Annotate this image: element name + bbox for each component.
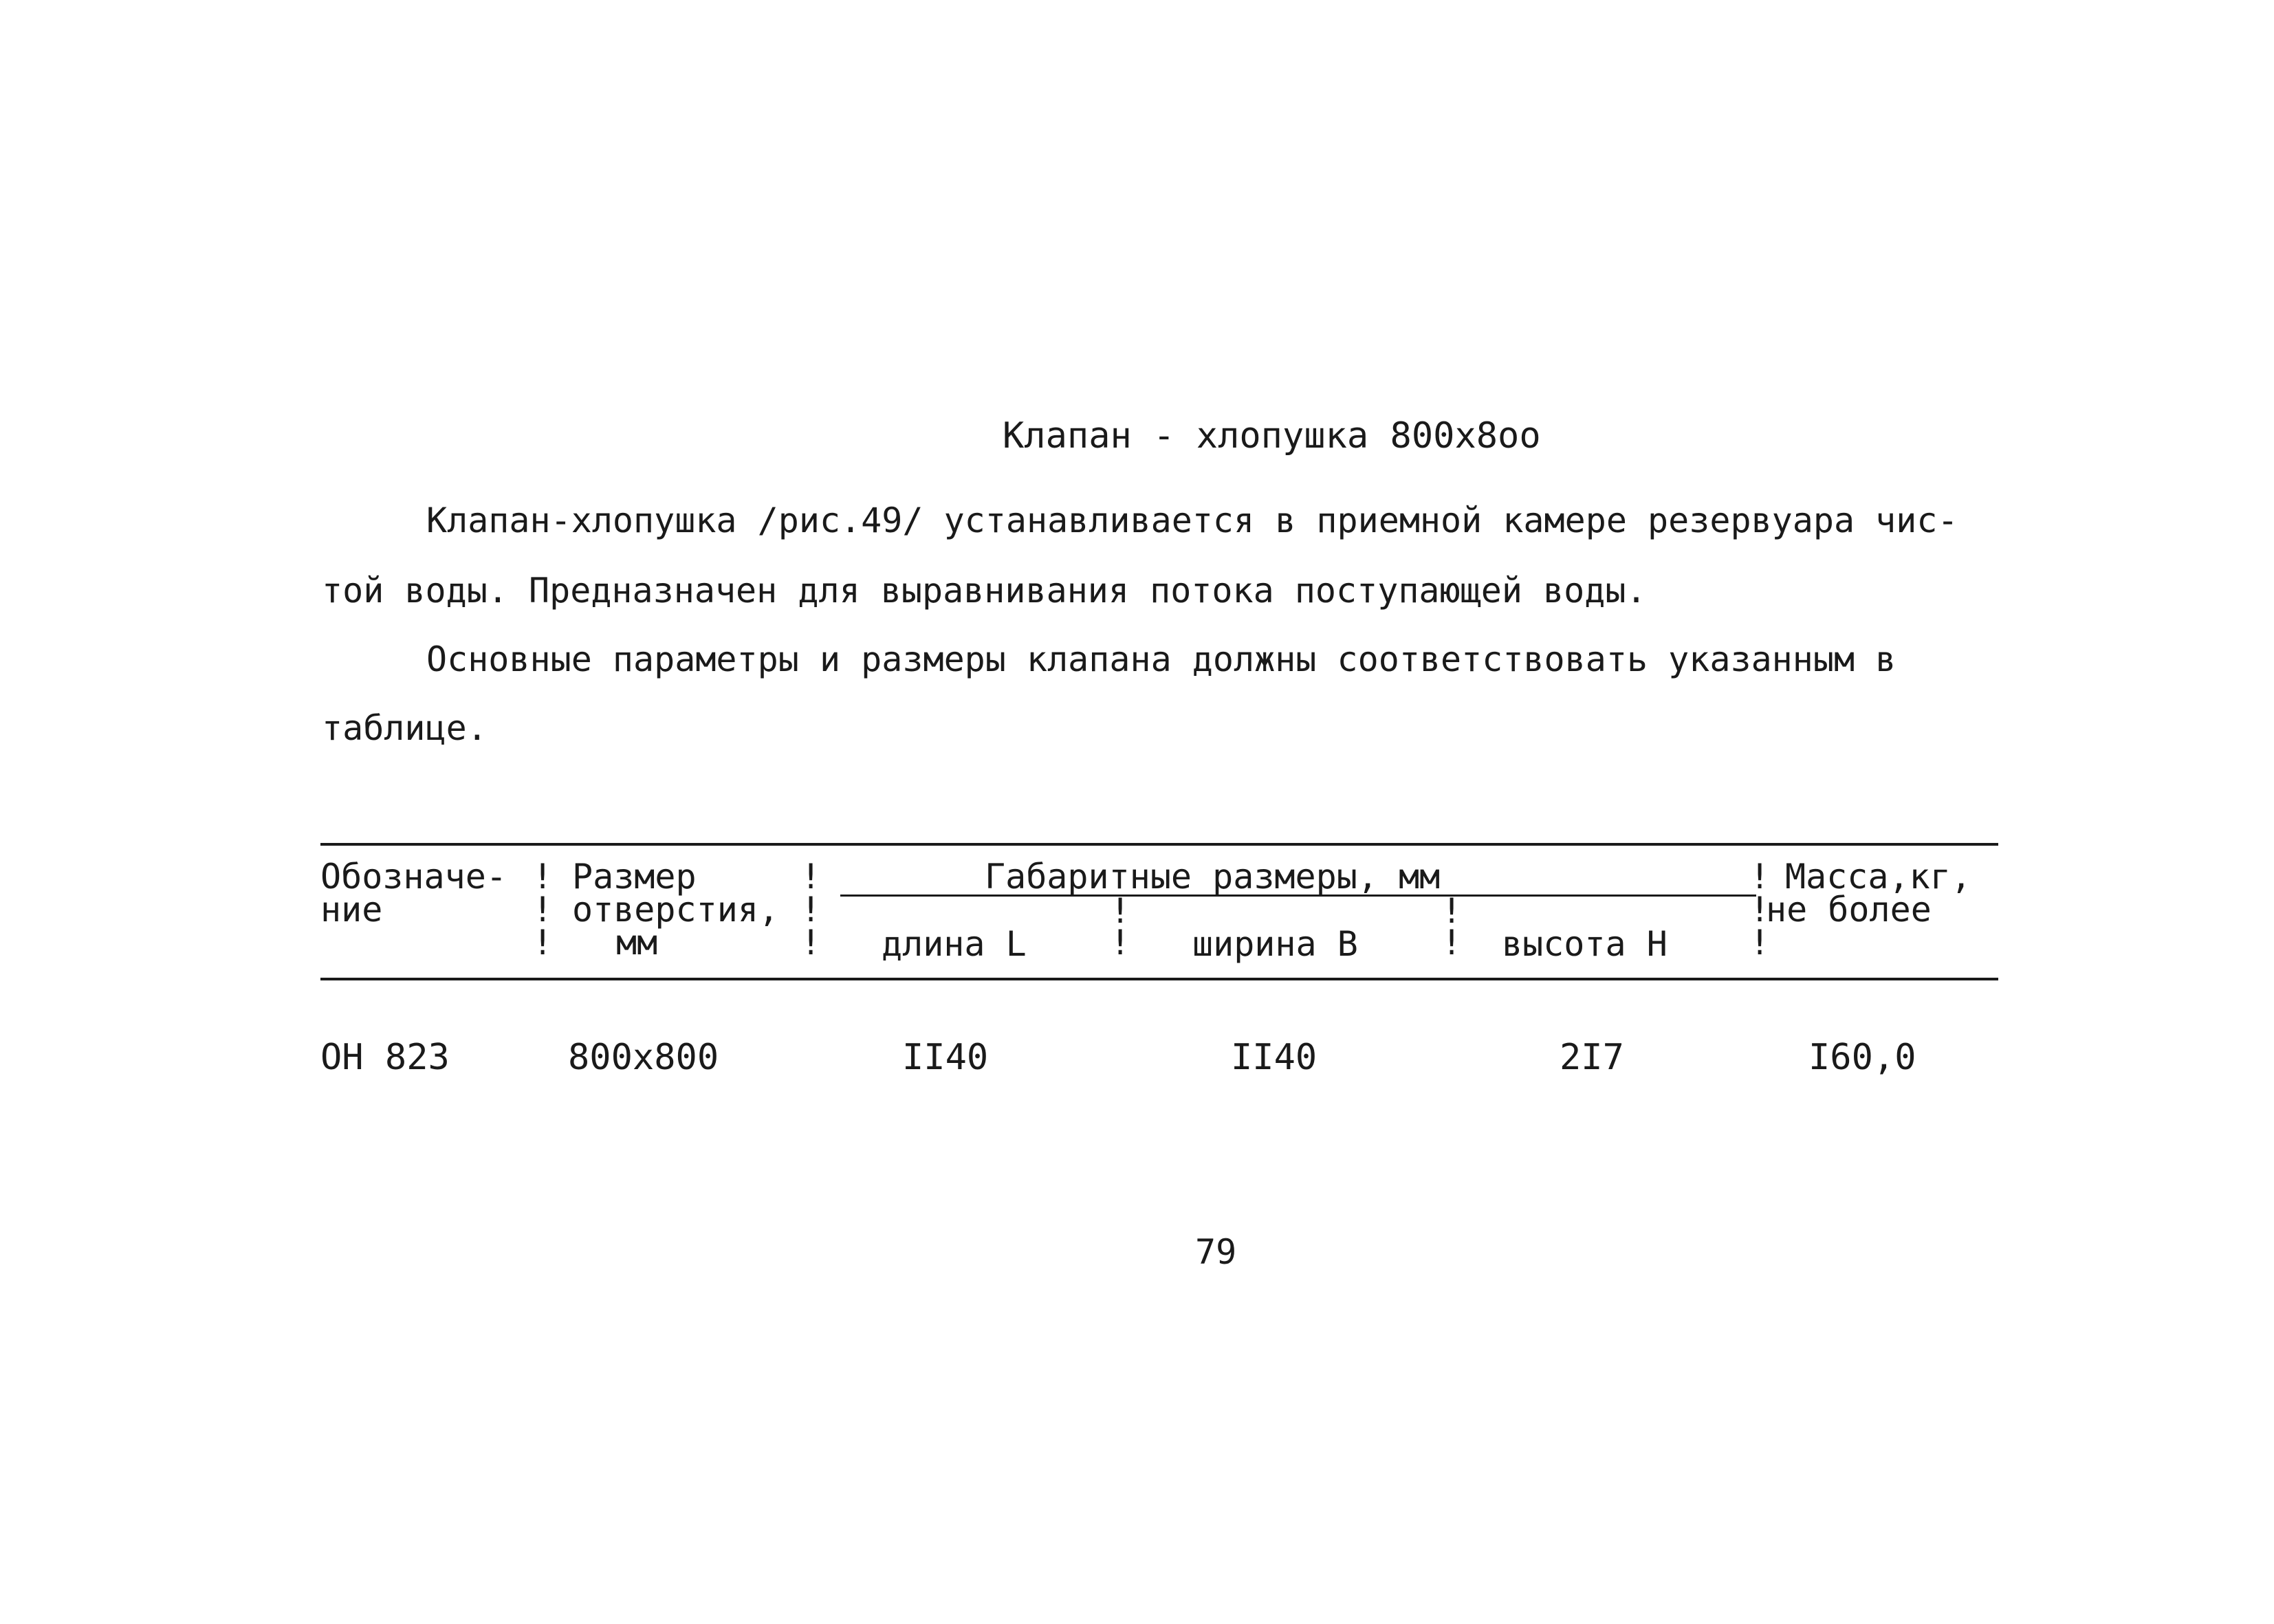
col-separator: ! <box>532 923 554 963</box>
cell-width: II40 <box>1231 1037 1318 1078</box>
cell-opening: 800x800 <box>568 1037 719 1078</box>
header-designation-line2: ние <box>320 890 383 930</box>
col-separator: ! <box>1110 891 1131 931</box>
header-mass-line2: не более <box>1766 890 1932 930</box>
table-header-bottom-rule <box>320 978 1998 980</box>
col-separator: ! <box>800 890 822 930</box>
paragraph-line-3: Основные параметры и размеры клапана должны соответствовать указанным в <box>426 639 1896 679</box>
header-length: длина L <box>882 924 1027 964</box>
document-title: Клапан - хлопушка 800x8оо <box>1003 415 1541 457</box>
cell-mass: I60,0 <box>1808 1037 1916 1078</box>
col-separator: ! <box>532 890 554 930</box>
col-separator: ! <box>800 923 822 963</box>
col-separator: ! <box>532 857 554 897</box>
col-separator: ! <box>1749 890 1771 930</box>
col-separator: ! <box>1441 923 1463 963</box>
cell-height: 2I7 <box>1560 1037 1624 1078</box>
header-width: ширина В <box>1192 924 1358 964</box>
paragraph-line-4: таблице. <box>322 708 488 748</box>
header-opening-line1: Размер <box>572 857 697 897</box>
col-separator: ! <box>800 857 822 897</box>
header-opening-line3: мм <box>616 923 658 963</box>
header-designation-line1: Обозначе- <box>320 857 507 897</box>
header-overall-dimensions: Габаритные размеры, мм <box>985 857 1441 897</box>
header-height: высота Н <box>1502 924 1668 964</box>
cell-designation: ОН 823 <box>320 1037 450 1078</box>
paragraph-line-1: Клапан-хлопушка /рис.49/ устанавливается в приемной камере резервуара чис- <box>426 501 1958 540</box>
col-separator: ! <box>1441 891 1463 931</box>
col-separator: ! <box>1110 923 1131 963</box>
page-number: 79 <box>1195 1232 1237 1272</box>
header-mass-line1: Масса,кг, <box>1785 857 1971 897</box>
header-opening-line2: отверстия, <box>572 890 780 930</box>
col-separator: ! <box>1749 857 1771 897</box>
col-separator: ! <box>1749 923 1771 963</box>
paragraph-line-2: той воды. Предназначен для выравнивания потока поступающей воды. <box>322 571 1647 611</box>
cell-length: II40 <box>902 1037 989 1078</box>
table-top-rule <box>320 843 1998 846</box>
